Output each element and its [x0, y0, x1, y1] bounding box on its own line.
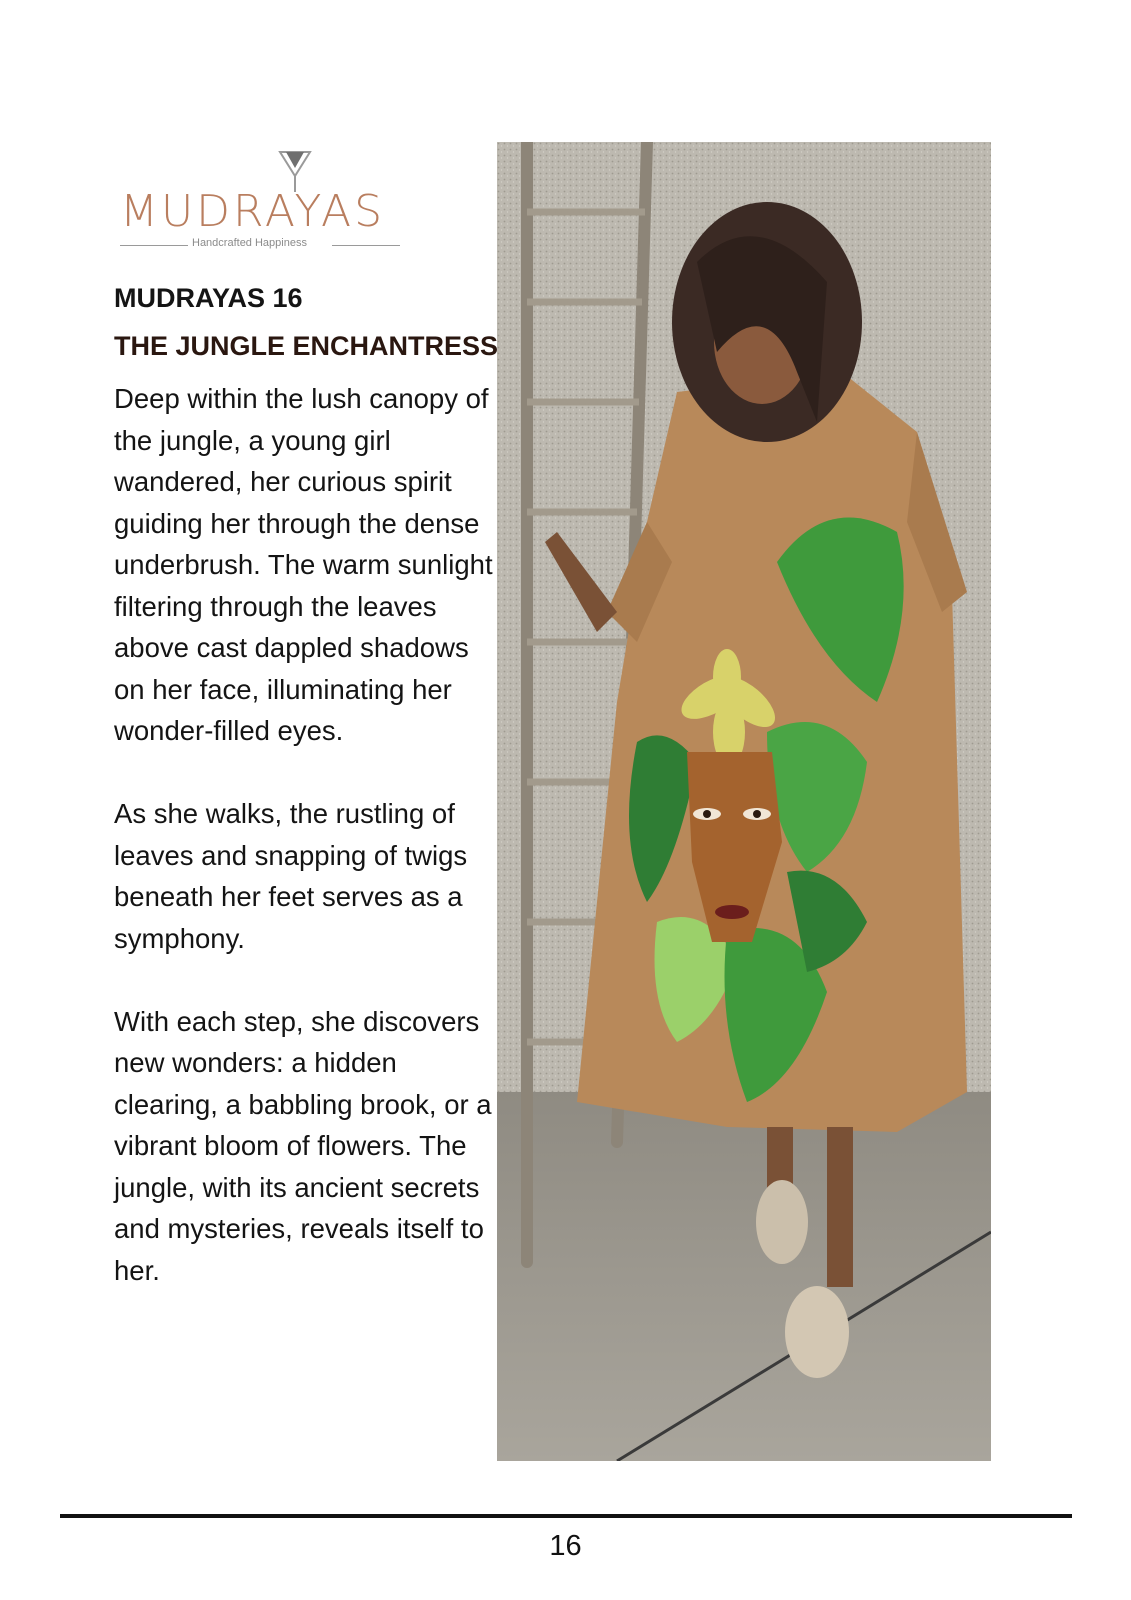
- footer-rule: [60, 1514, 1072, 1518]
- brand-name: MUDRAYAS: [120, 186, 386, 237]
- story-paragraph: With each step, she discovers new wonders: a hidden clearing, a babbling brook, or a vibrant bloom of flowers. The jungle, with its ancient secrets and mysteries, reveals itself to her.: [114, 1005, 492, 1286]
- page-number: 16: [549, 1530, 582, 1562]
- model-photo-illustration: [497, 142, 991, 1461]
- model-photo: [497, 142, 991, 1461]
- story-paragraph: Deep within the lush canopy of the jungle, a young girl wandered, her curious spirit guiding her through the dense underbrush. The warm sunlight filtering through the leaves above cast dappled shadows on her face, illuminating her wonder-filled eyes.: [114, 383, 493, 746]
- story-text: [114, 378, 494, 1333]
- collection-number: MUDRAYAS 16: [114, 283, 303, 313]
- story-paragraph: As she walks, the rustling of leaves and snapping of twigs beneath her feet serves as a symphony.: [114, 798, 468, 954]
- tagline-rule-right: [332, 245, 400, 246]
- tagline-rule-left: [120, 245, 188, 246]
- brand-logo: [120, 150, 410, 260]
- brand-tagline: Handcrafted Happiness: [192, 237, 307, 249]
- design-title: THE JUNGLE ENCHANTRESS: [114, 331, 499, 361]
